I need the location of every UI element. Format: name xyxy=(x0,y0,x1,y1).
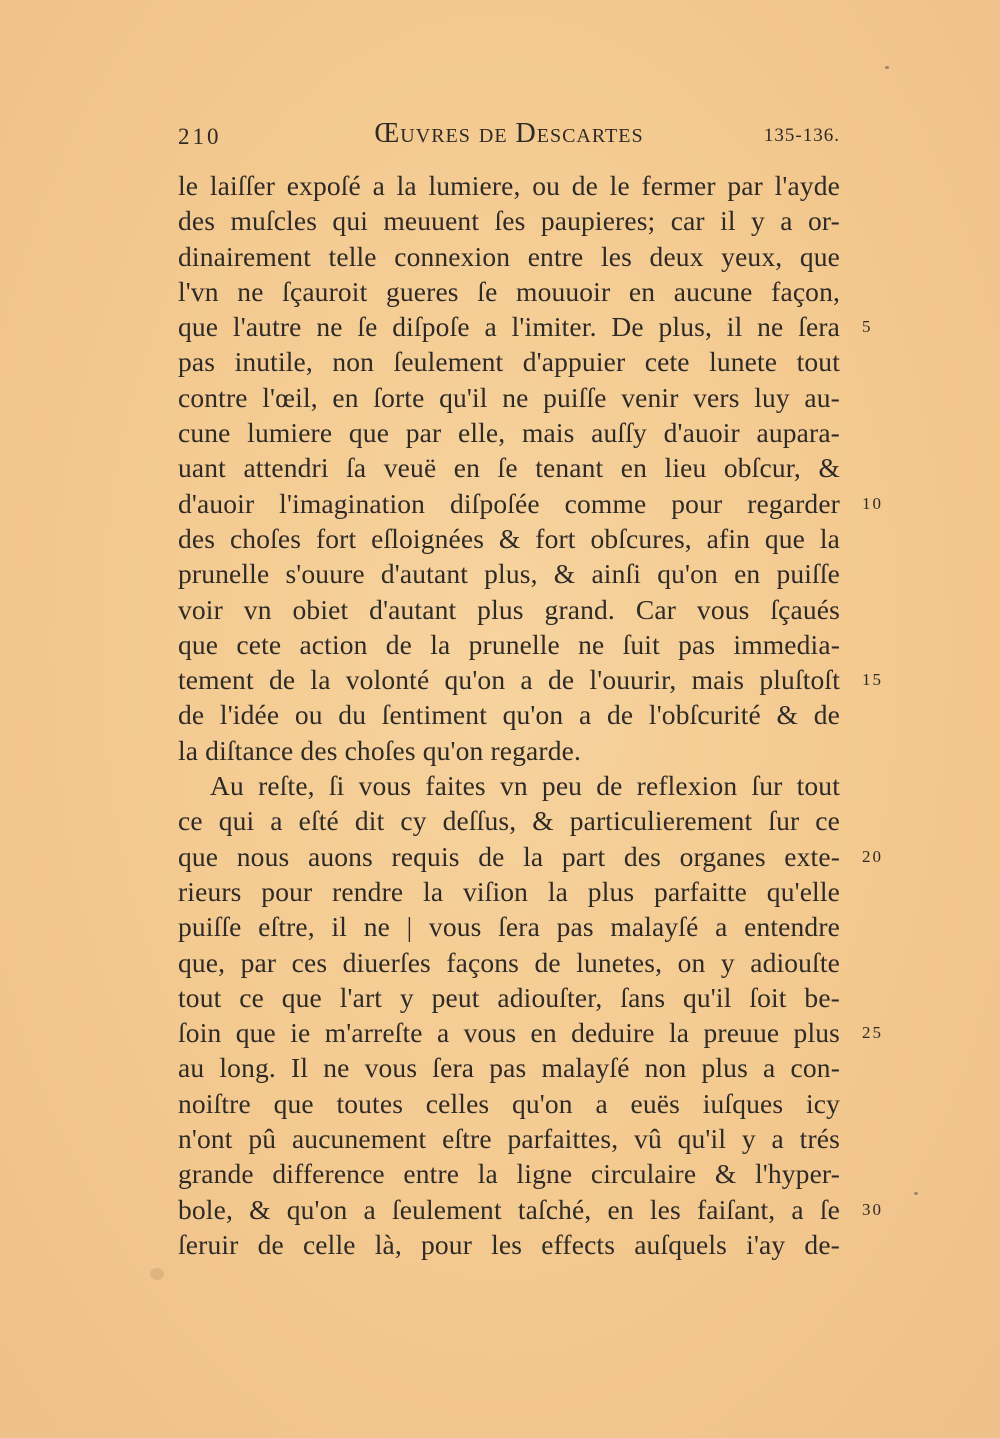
page-number: 210 xyxy=(178,124,222,149)
text-line: l'vn ne ſçauroit gueres ſe mouuoir en aucune façon, xyxy=(178,275,840,307)
text-line: dinairement telle connexion entre les deux yeux, que xyxy=(178,240,840,272)
line-number: 30 xyxy=(862,1199,883,1219)
line-number: 5 xyxy=(862,317,873,337)
paper-speck xyxy=(885,66,889,69)
text-line: des choſes fort eſloignées & fort obſcures, afin que la xyxy=(178,522,840,554)
text-line: rieurs pour rendre la viſion la plus parfaitte qu'elle xyxy=(178,875,840,907)
text-line: noiſtre que toutes celles qu'on a euës iuſques icy xyxy=(178,1087,840,1119)
text-line: des muſcles qui meuuent ſes paupieres; car il y a or- xyxy=(178,205,840,237)
text-line: au long. Il ne vous ſera pas malayſé non plus a con- xyxy=(178,1052,840,1084)
text-line-paragraph-start: Au reſte, ſi vous faites vn peu de reflexion ſur tout xyxy=(210,770,840,802)
text-line: de l'idée ou du ſentiment qu'on a de l'obſcurité & de xyxy=(178,699,840,731)
text-line: prunelle s'ouure d'autant plus, & ainſi qu'on en puiſſe xyxy=(178,558,840,590)
line-number: 15 xyxy=(862,670,883,690)
paper-speck xyxy=(914,1192,918,1195)
text-line: ce qui a eſté dit cy deſſus, & particulierement ſur ce xyxy=(178,805,840,837)
text-line-paragraph-end: la diſtance des choſes qu'on regarde. xyxy=(178,734,581,766)
text-line: ſoin que ie m'arreſte a vous en deduire la preuue plus xyxy=(178,1017,840,1049)
text-line: que cete action de la prunelle ne ſuit pas immedia- xyxy=(178,628,840,660)
text-line: grande difference entre la ligne circulaire & l'hyper- xyxy=(178,1158,840,1190)
text-line: puiſſe eſtre, il ne | vous ſera pas malayſé a entendre xyxy=(178,911,840,943)
text-line: tement de la volonté qu'on a de l'ouurir, mais pluſtoſt xyxy=(178,664,840,696)
line-number: 25 xyxy=(862,1023,883,1043)
text-line: que, par ces diuerſes façons de lunetes, on y adiouſte xyxy=(178,946,840,978)
line-number: 10 xyxy=(862,493,883,513)
text-line: pas inutile, non ſeulement d'appuier cete lunete tout xyxy=(178,346,840,378)
page-header xyxy=(178,112,840,162)
text-line: ſeruir de celle là, pour les effects auſquels i'ay de- xyxy=(178,1228,840,1260)
text-line: que nous auons requis de la part des organes exte- xyxy=(178,840,840,872)
line-number: 20 xyxy=(862,846,883,866)
text-line: d'auoir l'imagination diſpoſée comme pour regarder xyxy=(178,487,840,519)
paper-stain xyxy=(150,1268,164,1280)
text-line: le laiſſer expoſé a la lumiere, ou de le fermer par l'ayde xyxy=(178,170,840,201)
text-line: n'ont pû aucunement eſtre parfaittes, vû qu'il y a trés xyxy=(178,1123,840,1155)
text-line: bole, & qu'on a ſeulement taſché, en les faiſant, a ſe xyxy=(178,1193,840,1225)
folio-reference: 135-136. xyxy=(763,125,840,146)
text-line: contre l'œil, en ſorte qu'il ne puiſſe venir vers luy au- xyxy=(178,381,840,413)
text-line: tout ce que l'art y peut adiouſter, ſans qu'il ſoit be- xyxy=(178,981,840,1013)
text-line: cune lumiere que par elle, mais auſſy d'auoir aupara- xyxy=(178,417,840,449)
text-line: uant attendri ſa veuë en ſe tenant en lieu obſcur, & xyxy=(178,452,840,484)
body-text xyxy=(178,168,840,1262)
text-line: voir vn obiet d'autant plus grand. Car vous ſçaués xyxy=(178,593,840,625)
text-line: que l'autre ne ſe diſpoſe a l'imiter. De plus, il ne ſera xyxy=(178,311,840,343)
running-title: Œuvres de Descartes xyxy=(374,118,644,149)
